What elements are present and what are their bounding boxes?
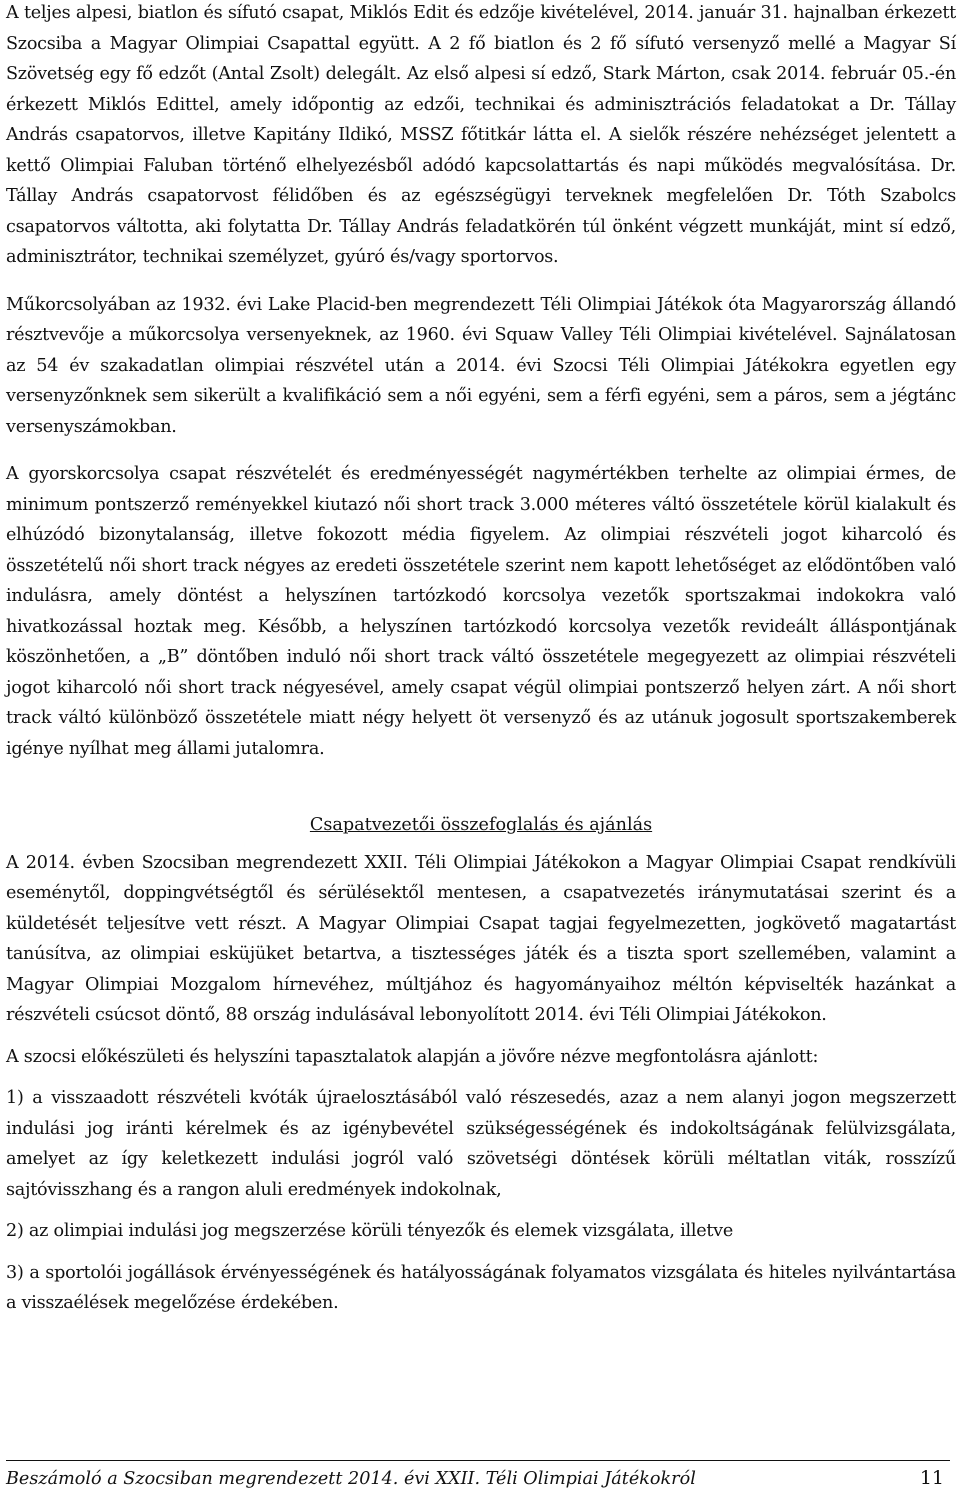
paragraph-alpine-biathlon: A teljes alpesi, biatlon és sífutó csapat, Miklós Edit és edzője kivételével, 2014. január 31. hajnalban érkezett Szocsiba a Magyar Olimpiai Csapattal együtt. A 2 fő biatlon és 2 fő sífutó versenyző mellé a Magyar Sí Szövetség egy fő edzőt (Antal Zsolt) delegált. Az első alpesi sí edző, Stark Márton, csak 2014. február 05.-én érkezett Miklós Edittel, amely időpontig az edzői, technikai és adminisztrációs feladatokat a Dr. Tállay András csapatorvos, illetve Kapitány Ildikó, MSSZ főtitkár látta el. A sielők részére nehézséget jelentett a kettő Olimpiai Faluban történő elhelyezésből adódó kapcsolattartás és napi működés megvalósítása. Dr. Tállay András csapatorvost félidőben és az egészségügyi terveknek megfelelően Dr. Tóth Szabolcs csapatorvos váltotta, aki folytatta Dr. Tállay András feladatkörén túl önként végzett munkáját, mint sí edző, adminisztrátor, technikai személyzet, gyúró és/vagy sportorvos. [6, 3, 956, 267]
paragraph-speed-skating: A gyorskorcsolya csapat részvételét és eredményességét nagymértékben terhelte az olimpiai érmes, de minimum pontszerző reményekkel kiutazó női short track 3.000 méteres váltó összetétele körül kialakult és elhúzódó bizonytalanság, illetve fokozott média figyelem. Az olimpiai részvételi jogot kiharcoló és összetételű női short track négyes az eredeti összetétele szerint nem kapott lehetőséget az elődöntőben való indulásra, amely döntést a helyszínen tartózkodó korcsolya vezetők sportszakmai indokokra való hivatkozással hoztak meg. Később, a helyszínen tartózkodó korcsolya vezetők revideált álláspontjának köszönhetően, a „B” döntőben induló női short track váltó összetétele megegyezett az olimpiai részvételi jogot kiharcoló női short track négyesével, amely csapat végül olimpiai pontszerző helyen zárt. A női short track váltó különböző összetétele miatt négy helyett öt versenyző és az utánuk jogosult sportszakemberek igénye nyílhat meg állami jutalomra. [6, 464, 956, 759]
recommendation-item-1: 1) a visszaadott részvételi kvóták újraelosztásából való részesedés, azaz a nem alanyi jogon megszerzett indulási jog iránti kérelmek és az igénybevétel szükségességének és indokoltságának felülvizsgálata, amelyet az így keletkezett indulási jogról való szövetségi döntések körüli méltatlan viták, rosszízű sajtóvisszhang és a rangon aluli eredmények indokolnak, [6, 1088, 956, 1200]
page-number: 11 [919, 1467, 944, 1489]
recommendation-item-3: 3) a sportolói jogállások érvényességének és hatályosságának folyamatos vizsgálata és hiteles nyilvántartása a visszaélések megelőzése érdekében. [6, 1262, 956, 1313]
paragraph-summary: A 2014. évben Szocsiban megrendezett XXII. Téli Olimpiai Játékokon a Magyar Olimpiai Csapat rendkívüli eseménytől, doppingvétségtől és sérülésektől mentesen, a csapatvezetés iránymutatásai szerint és a küldetését teljesítve vett részt. A Magyar Olimpiai Csapat tagjai fegyelmezetten, jogkövető magatartást tanúsítva, az olimpiai esküjüket betartva, a tisztességes játék és a tiszta sport szellemében, valamint a Magyar Olimpiai Mozgalom hírnevéhez, múltjához és hagyományaihoz méltón képviselték hazánkat a részvételi csúcsot döntő, 88 ország indulásával lebonyolított 2014. évi Téli Olimpiai Játékokon. [6, 852, 956, 1025]
page-footer [6, 1460, 950, 1489]
section-heading: Csapatvezetői összefoglalás és ajánlás [309, 815, 653, 835]
paragraph-recommendation-intro: A szocsi előkészületi és helyszíni tapasztalatok alapján a jövőre nézve megfontolásra ajánlott: [6, 1046, 819, 1067]
paragraph-figure-skating: Műkorcsolyában az 1932. évi Lake Placid-ben megrendezett Téli Olimpiai Játékok óta Magyarország állandó résztvevője a műkorcsolya versenyeknek, az 1960. évi Squaw Valley Téli Olimpiai kivételével. Sajnálatosan az 54 év szakadatlan olimpiai részvétel után a 2014. évi Szocsi Téli Olimpiai Játékokra egyetlen egy versenyzőnknek sem sikerült a kvalifikáció sem a női egyéni, sem a férfi egyéni, sem a páros, sem a jégtánc versenyszámokban. [6, 294, 956, 437]
footer-title: Beszámoló a Szocsiban megrendezett 2014. évi XXII. Téli Olimpiai Játékokról [6, 1469, 696, 1489]
document-page [6, 0, 956, 1319]
recommendation-item-2: 2) az olimpiai indulási jog megszerzése körüli tényezők és elemek vizsgálata, illetve [6, 1221, 734, 1241]
